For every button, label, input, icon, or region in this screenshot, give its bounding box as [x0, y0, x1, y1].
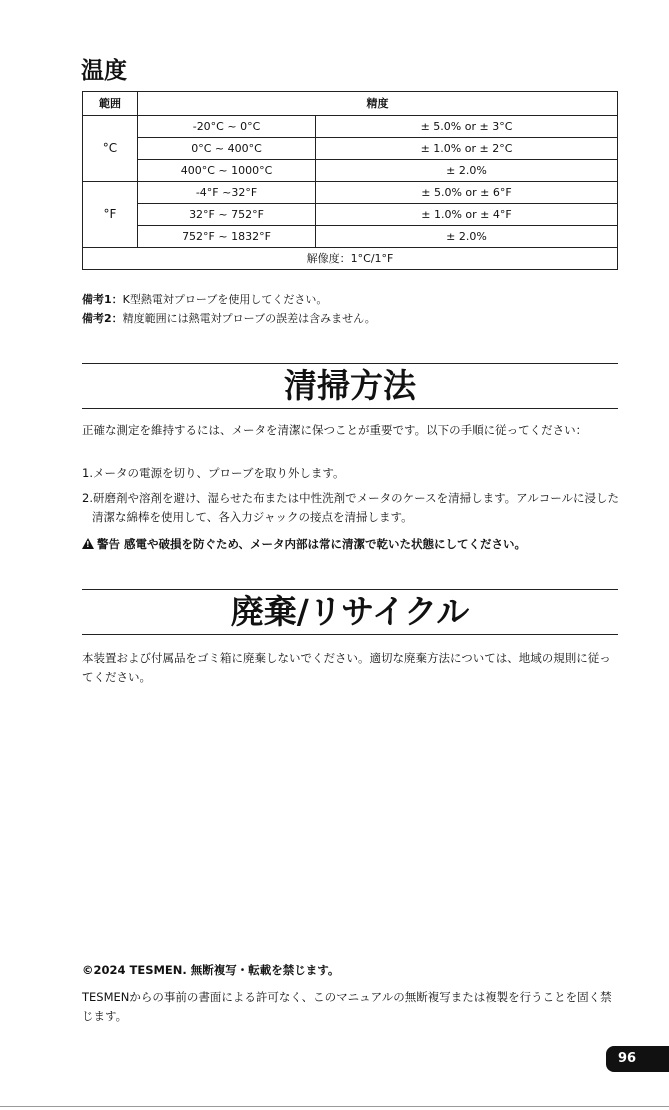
notes	[82, 290, 376, 328]
page-number: 96	[606, 1046, 669, 1072]
unit-fahrenheit: °F	[83, 182, 138, 248]
cleaning-step-2: 2.研磨剤や溶剤を避け、湿らせた布または中性洗剤でメータのケースを清掃します。アルコールに浸した清潔な綿棒を使用して、各入力ジャックの接点を清掃します。	[82, 491, 619, 524]
temperature-heading: 温度	[81, 58, 127, 84]
range-cell: 0°C ~ 400°C	[138, 138, 316, 160]
table-row	[83, 116, 618, 138]
copyright-line: ©2024 TESMEN. 無断複写・転載を禁じます。	[82, 963, 340, 977]
note-2	[82, 309, 376, 328]
cleaning-step-1: 1.メータの電源を切り、プローブを取り外します。	[82, 466, 345, 480]
accuracy-cell: ± 5.0% or ± 3°C	[316, 116, 618, 138]
accuracy-cell: ± 2.0%	[316, 160, 618, 182]
bottom-divider	[0, 1106, 669, 1107]
note-1	[82, 290, 376, 309]
cleaning-intro: 正確な測定を維持するには、メータを清潔に保つことが重要です。以下の手順に従ってください：	[82, 423, 588, 437]
range-column-header: 範囲	[83, 92, 138, 116]
range-cell: 752°F ~ 1832°F	[138, 226, 316, 248]
table-header-row	[83, 92, 618, 116]
table-row	[83, 182, 618, 204]
range-cell: -20°C ~ 0°C	[138, 116, 316, 138]
table-row	[83, 160, 618, 182]
disposal-title: 廃棄/リサイクル	[82, 589, 618, 635]
copyright-notice: TESMENからの事前の書面による許可なく、このマニュアルの無断複写または複製を行うことを固く禁じます。	[82, 990, 612, 1023]
note-label: 備考1：	[82, 293, 123, 306]
accuracy-column-header: 精度	[138, 92, 618, 116]
accuracy-table	[82, 91, 618, 270]
range-cell: 400°C ~ 1000°C	[138, 160, 316, 182]
note-text: K型熱電対プローブを使用してください。	[122, 293, 328, 306]
resolution-cell: 解像度：1°C/1°F	[83, 248, 618, 270]
table-row	[83, 204, 618, 226]
resolution-row	[83, 248, 618, 270]
unit-celsius: °C	[83, 116, 138, 182]
accuracy-cell: ± 2.0%	[316, 226, 618, 248]
accuracy-cell: ± 5.0% or ± 6°F	[316, 182, 618, 204]
note-label: 備考2：	[82, 312, 123, 325]
cleaning-title: 清掃方法	[82, 363, 618, 409]
table-row	[83, 138, 618, 160]
warning-icon	[82, 538, 94, 549]
warning-notice	[82, 535, 618, 554]
warning-text: 警告 感電や破損を防ぐため、メータ内部は常に清潔で乾いた状態にしてください。	[97, 537, 527, 551]
range-cell: -4°F ~32°F	[138, 182, 316, 204]
range-cell: 32°F ~ 752°F	[138, 204, 316, 226]
table-row	[83, 226, 618, 248]
accuracy-cell: ± 1.0% or ± 4°F	[316, 204, 618, 226]
disposal-text: 本装置および付属品をゴミ箱に廃棄しないでください。適切な廃棄方法については、地域の規則に従ってください。	[82, 651, 611, 684]
accuracy-cell: ± 1.0% or ± 2°C	[316, 138, 618, 160]
note-text: 精度範囲には熱電対プローブの誤差は含みません。	[122, 312, 376, 325]
